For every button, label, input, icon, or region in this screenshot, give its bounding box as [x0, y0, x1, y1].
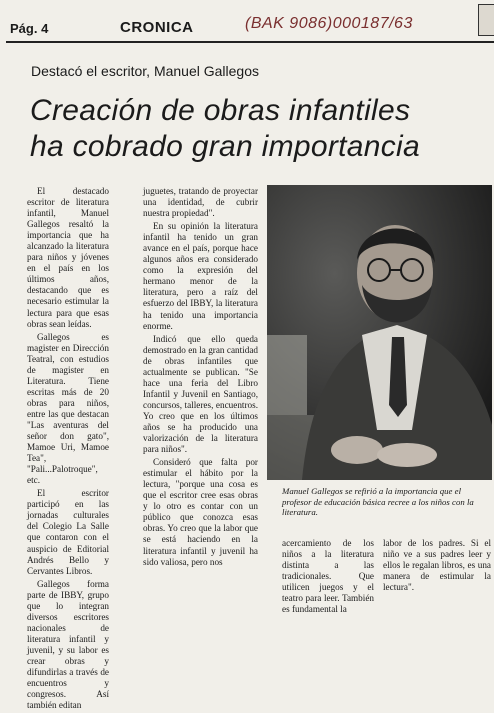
paragraph: Consideró que falta por estimular el hábito por la lectura, "porque una cosa es que el escritor cree esas obras y lo otro es contar con un público que conozca esas obras. Yo creo que la labor que se está haciendo en la literatura infantil y juvenil ha sido valiosa, pero nos	[143, 457, 258, 567]
paragraph: El escritor participó en las jornadas culturales del Colegio La Salle que contaron con el auspicio de Editorial Andrés Bello y Cervantes Libros.	[27, 488, 109, 576]
paragraph: acercamiento de los niños a la literatura distinta a las tradicionales. Que utilicen juegos y el teatro para leer. También es fundamental la	[282, 538, 374, 615]
catalog-stamp: (BAK 9086)000187/63	[245, 15, 413, 32]
paragraph: Gallegos forma parte de IBBY, grupo que lo integran diversos escritores nacionales de literatura infantil y juvenil, y su labor es crear obras y difundirlas a través de encuentros y congresos. Así también editan	[27, 578, 109, 711]
article-kicker: Destacó el escritor, Manuel Gallegos	[31, 63, 259, 79]
section-title: CRONICA	[120, 19, 194, 36]
paragraph: labor de los padres. Si el niño ve a sus padres leer y ellos le regalan libros, es una manera de estimular la lectura".	[383, 538, 491, 593]
headline-line-1: Creación de obras infantiles	[30, 94, 411, 127]
paragraph: Gallegos es magister en Dirección Teatral, con estudios de magister en Literatura. Tiene escritas más de 20 obras para niños, entre las que destacan "Las aventuras del señor don gato", Mamoe Uri, Mamoe Tea", "Pali...Palotroque", etc.	[27, 331, 109, 486]
paragraph: juguetes, tratando de proyectar una identidad, de cubrir nuestra propiedad".	[143, 186, 258, 219]
portrait-illustration	[267, 185, 492, 480]
paragraph: Indicó que ello queda demostrado en la gran cantidad de obras infantiles que actualmente se publican. "Se hace una feria del Libro Infantil y Juvenil en Santiago, concursos, talleres, encuentros. Yo creo que en los últimos años se ha producido una valorización de la literatura para niños".	[143, 333, 258, 455]
article-column-2	[143, 186, 258, 570]
article-column-3	[282, 538, 374, 617]
paragraph: En su opinión la literatura infantil ha tenido un gran avance en el país, porque hace algunos años era considerado como la expresión del hermano menor de la literatura, pero a raíz del esfuerzo del IBBY, la literatura ha tenido una importancia enorme.	[143, 221, 258, 331]
article-column-4	[383, 538, 491, 593]
header-rule	[6, 41, 494, 43]
article-column-1	[27, 186, 109, 713]
article-headline	[30, 93, 420, 165]
paragraph: El destacado escritor de literatura infantil, Manuel Gallegos resaltó la importancia que ha alcanzado la literatura para niños y jóvenes en el país en los últimos años, destacando que es necesario estimular la lectura para que esas obras sean leídas.	[27, 186, 109, 329]
portrait-photo	[267, 185, 492, 480]
corner-tab	[478, 4, 494, 36]
photo-caption: Manuel Gallegos se refirió a la importancia que el profesor de educación básica recree a los niños con la literatura.	[282, 486, 474, 518]
page-number: Pág. 4	[10, 21, 49, 36]
headline-line-2: ha cobrado gran importancia	[30, 130, 420, 163]
